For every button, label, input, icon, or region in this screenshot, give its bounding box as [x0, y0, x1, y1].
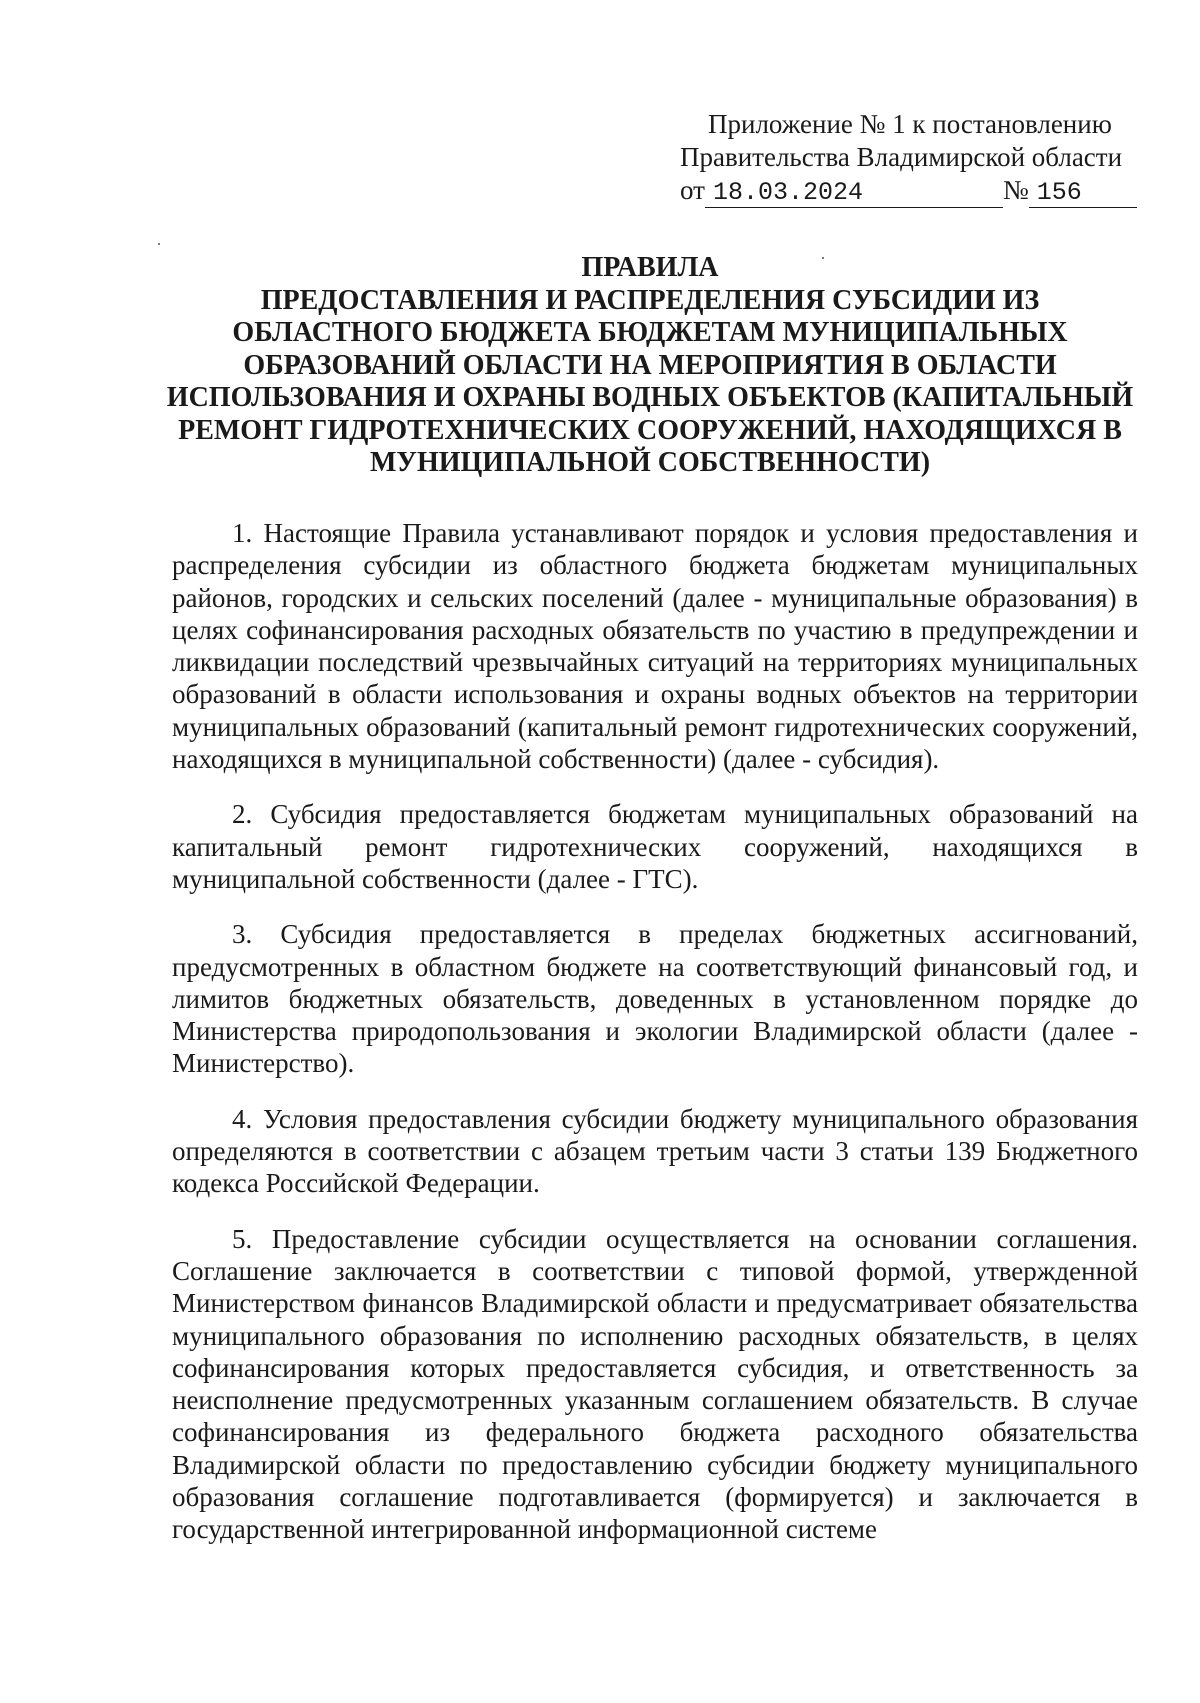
scan-speck: [822, 257, 824, 259]
paragraph-1: 1. Настоящие Правила устанавливают порядок и условия предоставления и распределения субсидии из областного бюджета бюджетам муниципальных районов, городских и сельских поселений (далее - муниципальные образования) в целях софинансирования расходных обязательств по участию в предупреждении и ликвидации последствий чрезвычайных ситуаций на территориях муниципальных образований в области использования и охраны водных объектов на территории муниципальных образований (капитальный ремонт гидротехнических сооружений, находящихся в муниципальной собственности) (далее - субсидия).: [172, 518, 1138, 775]
document-body: [172, 517, 1138, 1546]
title-subtitle: ПРЕДОСТАВЛЕНИЯ И РАСПРЕДЕЛЕНИЯ СУБСИДИИ ИЗ ОБЛАСТНОГО БЮДЖЕТА БЮДЖЕТАМ МУНИЦИПАЛЬНЫХ ОБРАЗОВАНИЙ ОБЛАСТИ НА МЕРОПРИЯТИЯ В ОБЛАСТИ ИСПОЛЬЗОВАНИЯ И ОХРАНЫ ВОДНЫХ ОБЪЕКТОВ (КАПИТАЛЬНЫЙ РЕМОНТ ГИДРОТЕХНИЧЕСКИХ СООРУЖЕНИЙ, НАХОДЯЩИХСЯ В МУНИЦИПАЛЬНОЙ СОБСТВЕННОСТИ): [166, 284, 1134, 478]
title-heading: ПРАВИЛА: [581, 252, 719, 283]
scan-speck: [158, 243, 160, 245]
appendix-header: [680, 108, 1140, 208]
paragraph-3: 3. Субсидия предоставляется в пределах бюджетных ассигнований, предусмотренных в областном бюджете на соответствующий финансовый год, и лимитов бюджетных обязательств, доведенных в установленном порядке до Министерства природопользования и экологии Владимирской области (далее - Министерство).: [172, 919, 1138, 1079]
appendix-number: 156: [1029, 179, 1137, 208]
appendix-date: 18.03.2024: [705, 179, 1003, 208]
document-title: [160, 252, 1140, 480]
paragraph-4: 4. Условия предоставления субсидии бюджету муниципального образования определяются в соответствии с абзацем третьим части 3 статьи 139 Бюджетного кодекса Российской Федерации.: [172, 1103, 1138, 1199]
appendix-line-1: Приложение № 1 к постановлению: [708, 109, 1112, 139]
appendix-from-label: от: [680, 175, 705, 205]
appendix-line-2: Правительства Владимирской области: [680, 142, 1123, 172]
paragraph-2: 2. Субсидия предоставляется бюджетам муниципальных образований на капитальный ремонт гидротехнических сооружений, находящихся в муниципальной собственности (далее - ГТС).: [172, 799, 1138, 894]
paragraph-5: 5. Предоставление субсидии осуществляется на основании соглашения. Соглашение заключается в соответствии с типовой формой, утвержденной Министерством финансов Владимирской области и предусматривает обязательства муниципального образования по исполнению расходных обязательств, в целях софинансирования которых предоставляется субсидия, и ответственность за неисполнение предусмотренных указанным соглашением обязательств. В случае софинансирования из федерального бюджета расходного обязательства Владимирской области по предоставлению субсидии бюджету муниципального образования соглашение подготавливается (формируется) и заключается в государственной интегрированной информационной системе: [172, 1223, 1138, 1545]
appendix-number-sign: №: [1002, 175, 1029, 205]
appendix-date-number-line: [680, 174, 1140, 208]
